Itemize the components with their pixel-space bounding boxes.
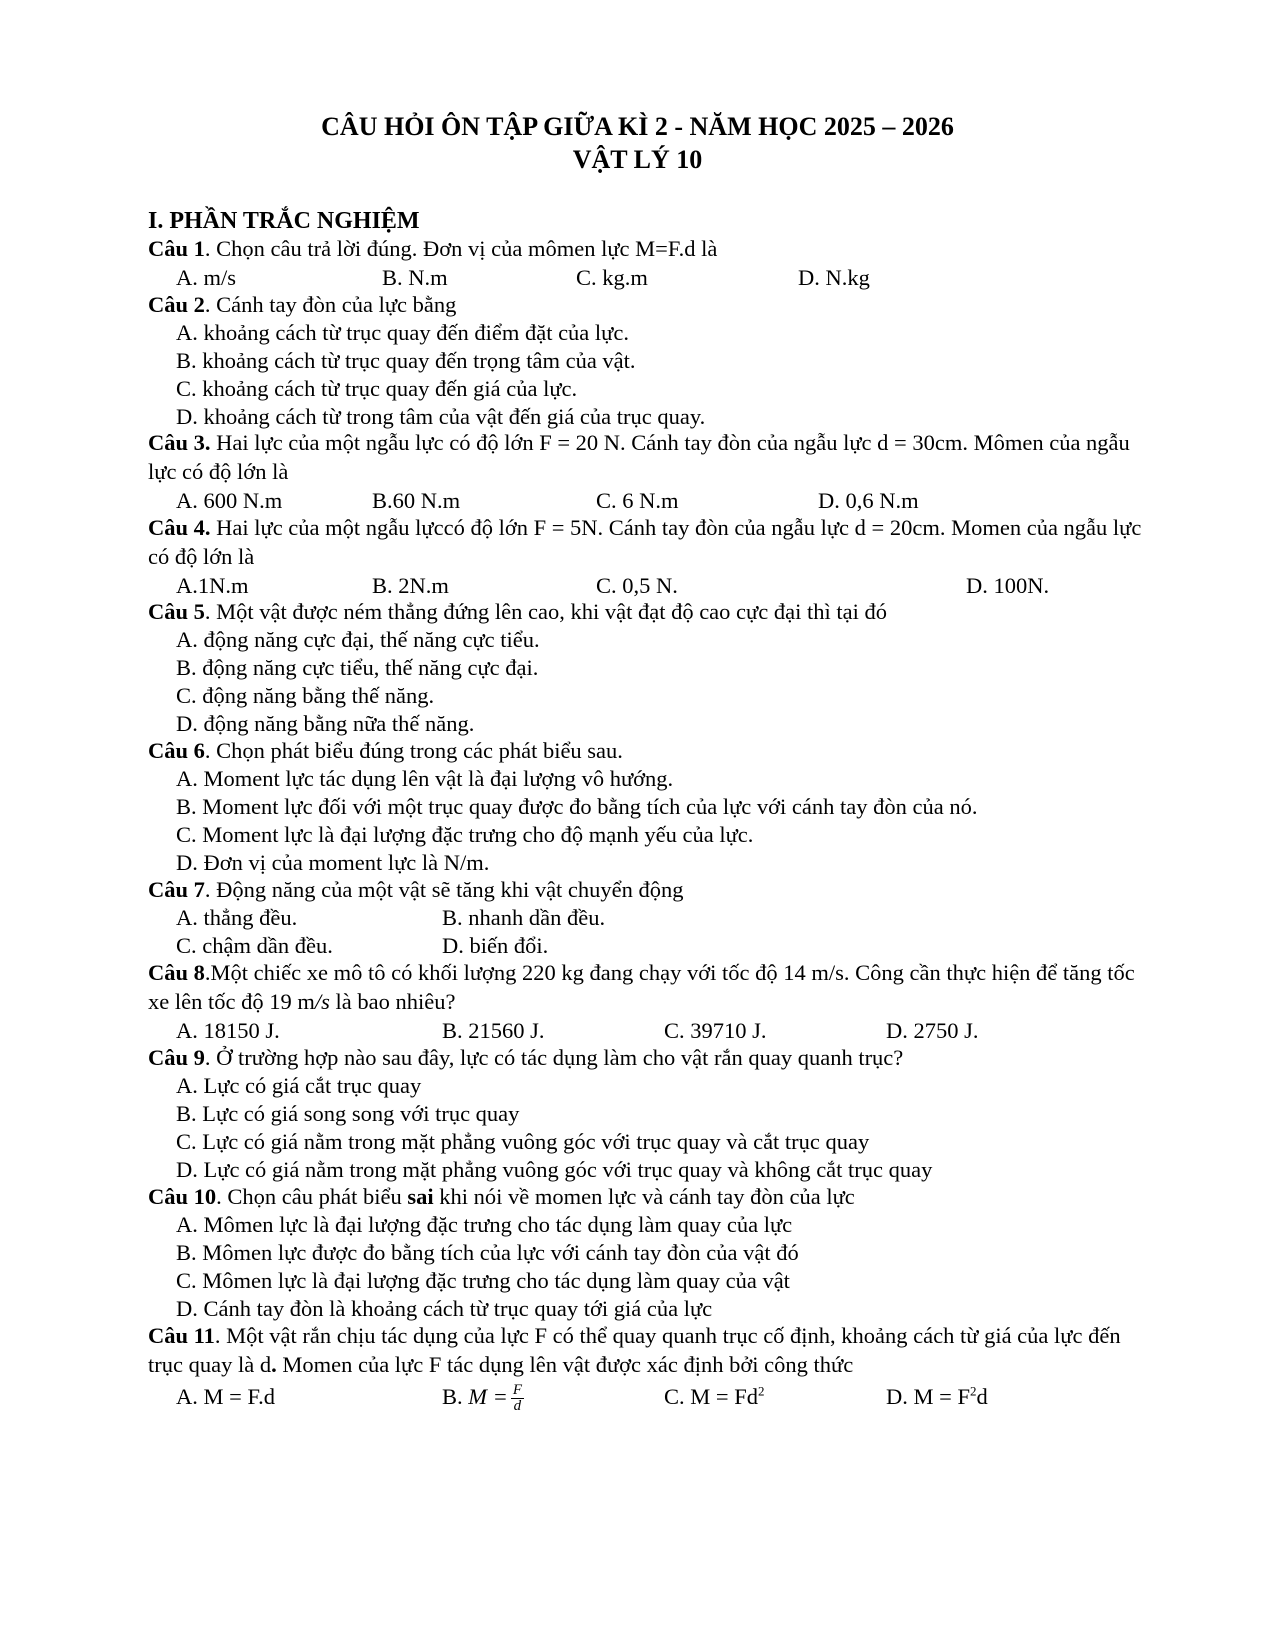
question-1 [148, 235, 1148, 264]
question-number: Câu 11 [148, 1323, 215, 1348]
option-d-suffix: d [976, 1384, 988, 1409]
question-number: Câu 4. [148, 515, 211, 540]
superscript: 2 [969, 1383, 977, 1399]
option-d: D. Đơn vị của moment lực là N/m. [176, 850, 490, 875]
question-number: Câu 8 [148, 960, 205, 985]
option-d: D. Cánh tay đòn là khoảng cách từ trục quay tới giá của lực [176, 1296, 713, 1321]
question-8 [148, 959, 1148, 1017]
option-d: D. 2750 J. [886, 1018, 979, 1043]
question-7 [148, 876, 1148, 905]
option-c: C. 0,5 N. [596, 573, 678, 598]
option-b: B. 2N.m [372, 573, 449, 598]
question-text: . Động năng của một vật sẽ tăng khi vật chuyển động [204, 877, 684, 902]
unit-slash: / [314, 988, 322, 1014]
question-number: Câu 3. [148, 430, 211, 455]
question-number: Câu 9 [148, 1045, 205, 1070]
question-text: .Một chiếc xe mô tô có khối lượng 220 kg đang chạy với tốc độ 14 m/s. Công cần thực hiện để tăng tốc xe lên tốc độ 19 m [148, 960, 1135, 1014]
option-a: A. 18150 J. [176, 1018, 280, 1043]
option-c: C. Moment lực là đại lượng đặc trưng cho độ mạnh yếu của lực. [176, 822, 754, 847]
unit-seconds: s [321, 988, 330, 1014]
option-d: D. 0,6 N.m [818, 488, 919, 513]
question-number: Câu 6 [148, 738, 205, 763]
option-b: B. N.m [382, 265, 448, 290]
option-b: B. Moment lực đối với một trục quay được đo bằng tích của lực với cánh tay đòn của nó. [176, 794, 978, 819]
option-c: C. Lực có giá nằm trong mặt phẳng vuông góc với trục quay và cắt trục quay [176, 1129, 870, 1154]
question-text: . Chọn câu phát biểu [216, 1184, 408, 1209]
question-number: Câu 1 [148, 236, 205, 261]
option-a: A. 600 N.m [176, 488, 283, 513]
question-number: Câu 7 [148, 877, 205, 902]
question-text: . Cánh tay đòn của lực bằng [204, 292, 457, 317]
option-a: A. Moment lực tác dụng lên vật là đại lượng vô hướng. [176, 766, 674, 791]
option-b: B. Mômen lực được đo bằng tích của lực với cánh tay đòn của vật đó [176, 1240, 799, 1265]
question-text-end: khi nói về momen lực và cánh tay đòn của lực [433, 1184, 855, 1209]
option-b: B. 21560 J. [442, 1018, 545, 1043]
document-subtitle: VẬT LÝ 10 [572, 145, 703, 174]
option-d [886, 1383, 988, 1411]
option-d: D. Lực có giá nằm trong mặt phẳng vuông góc với trục quay và không cắt trục quay [176, 1157, 933, 1182]
bold-period: . [271, 1351, 277, 1377]
fraction-numerator: F [512, 1382, 522, 1399]
option-a: A. động năng cực đại, thế năng cực tiểu. [176, 627, 540, 652]
question-text: . Chọn câu trả lời đúng. Đơn vị của mômen lực M=F.d là [204, 236, 718, 261]
question-2 [148, 291, 1148, 320]
question-11 [148, 1322, 1148, 1380]
question-text: . Chọn phát biểu đúng trong các phát biểu sau. [204, 738, 623, 763]
question-4 [148, 514, 1148, 572]
option-a: A. Mômen lực là đại lượng đặc trưng cho tác dụng làm quay của lực [176, 1212, 793, 1237]
option-c [664, 1383, 764, 1411]
question-text: . Một vật được ném thẳng đứng lên cao, khi vật đạt độ cao cực đại thì tại đó [204, 599, 887, 624]
question-6 [148, 737, 1148, 766]
option-a: A. m/s [176, 265, 237, 290]
option-a: A. Lực có giá cắt trục quay [176, 1073, 422, 1098]
superscript: 2 [757, 1383, 765, 1399]
question-number: Câu 10 [148, 1184, 217, 1209]
fraction-denominator: d [513, 1398, 522, 1415]
option-c: C. động năng bằng thế năng. [176, 683, 435, 708]
option-b: B.60 N.m [372, 488, 461, 513]
option-d: D. động năng bằng nữa thế năng. [176, 711, 475, 736]
question-number: Câu 2 [148, 292, 205, 317]
option-d: D. biến đổi. [442, 933, 549, 958]
question-text: Hai lực của một ngẫu lựccó độ lớn F = 5N. Cánh tay đòn của ngẫu lực d = 20cm. Momen của ngẫu lực có độ lớn là [148, 515, 1142, 569]
option-a: A. thẳng đều. [176, 905, 298, 930]
emphasis-word: sai [407, 1184, 434, 1209]
question-number: Câu 5 [148, 599, 205, 624]
option-c: C. Mômen lực là đại lượng đặc trưng cho tác dụng làm quay của vật [176, 1268, 790, 1293]
option-c: C. 6 N.m [596, 488, 679, 513]
question-3 [148, 429, 1148, 487]
option-b: B. nhanh dần đều. [442, 905, 606, 930]
option-d: D. N.kg [798, 265, 870, 290]
question-5 [148, 598, 1148, 627]
option-a: A.1N.m [176, 573, 249, 598]
question-10 [148, 1183, 1148, 1212]
question-text: Hai lực của một ngẫu lực có độ lớn F = 20 N. Cánh tay đòn của ngẫu lực d = 30cm. Mômen của ngẫu lực có độ lớn là [148, 430, 1130, 484]
option-b: B. động năng cực tiểu, thế năng cực đại. [176, 655, 539, 680]
option-b [442, 1383, 524, 1414]
option-a: A. M = F.d [176, 1384, 276, 1409]
fraction [511, 1383, 524, 1414]
option-b: B. khoảng cách từ trục quay đến trọng tâm của vật. [176, 348, 636, 373]
question-text-end: Momen của lực F tác dụng lên vật được xác định bởi công thức [276, 1351, 854, 1377]
question-text: . Ở trường hợp nào sau đây, lực có tác dụng làm cho vật rắn quay quanh trục? [204, 1045, 904, 1070]
option-d: D. khoảng cách từ trong tâm của vật đến giá của trục quay. [176, 404, 706, 429]
option-c: C. khoảng cách từ trục quay đến giá của lực. [176, 376, 578, 401]
option-d-text: D. M = F [886, 1384, 970, 1409]
option-c-text: C. M = Fd [664, 1384, 758, 1409]
option-c: C. kg.m [576, 265, 648, 290]
document-title: CÂU HỎI ÔN TẬP GIỮA KÌ 2 - NĂM HỌC 2025 – 2026 [321, 112, 954, 141]
option-c: C. chậm dần đều. [176, 933, 333, 958]
formula-lhs: M = [468, 1384, 508, 1409]
question-text: . Một vật rắn chịu tác dụng của lực F có thể quay quanh trục cố định, khoảng cách từ giá của lực đến trục quay là d [148, 1323, 1121, 1377]
question-text-end: là bao nhiêu? [329, 988, 456, 1014]
option-d: D. 100N. [966, 573, 1050, 598]
option-a: A. khoảng cách từ trục quay đến điểm đặt của lực. [176, 320, 629, 345]
question-9 [148, 1044, 1148, 1073]
option-c: C. 39710 J. [664, 1018, 767, 1043]
option-b: B. Lực có giá song song với trục quay [176, 1101, 520, 1126]
option-b-prefix: B. [442, 1384, 469, 1409]
section-heading: I. PHẦN TRẮC NGHIỆM [148, 208, 420, 234]
